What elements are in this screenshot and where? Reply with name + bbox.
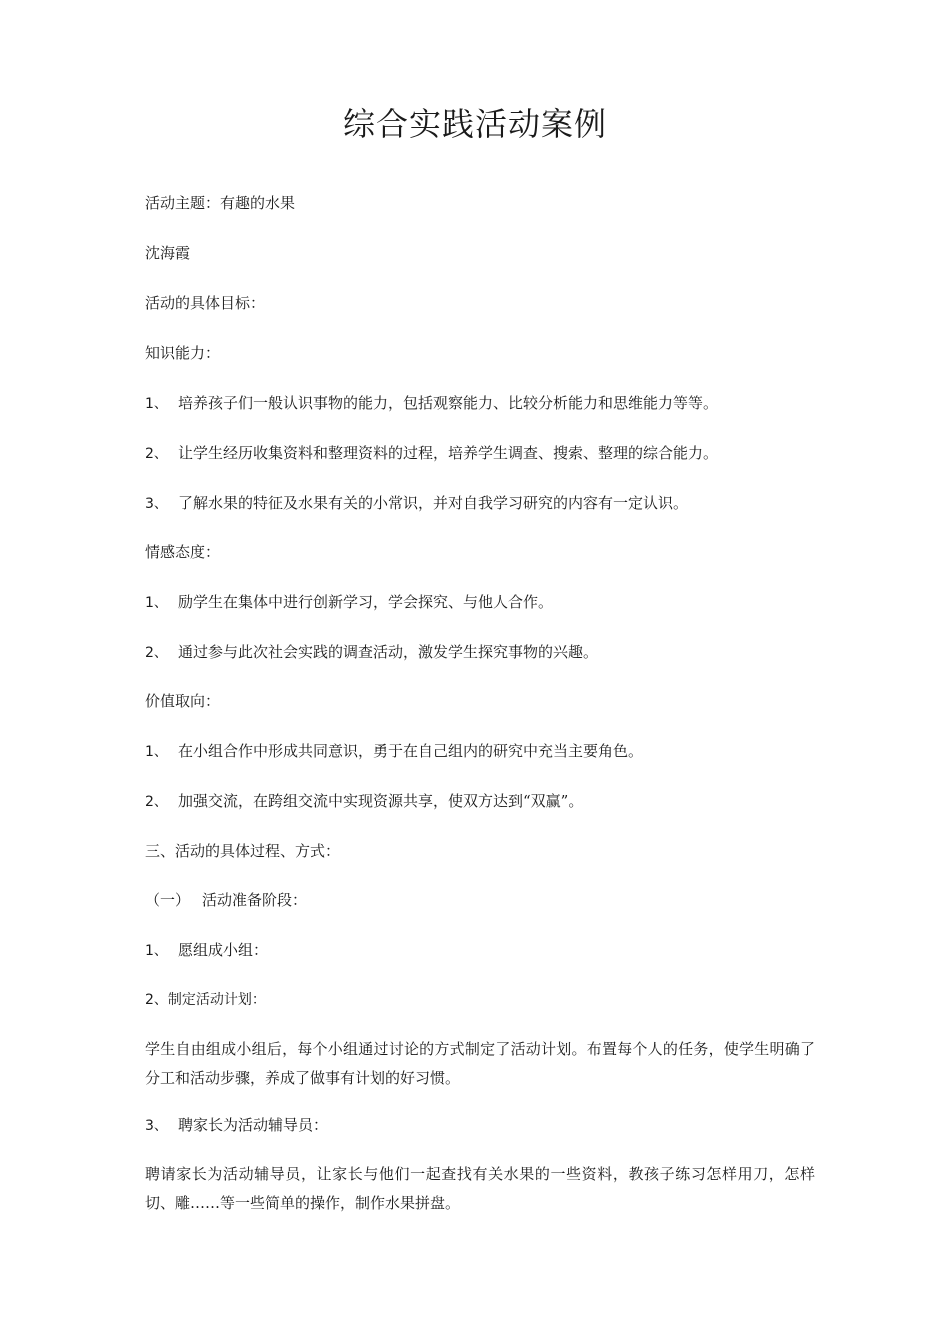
list-number: 1、	[145, 744, 168, 760]
step-2-heading: 2、制定活动计划：	[145, 992, 266, 1008]
list-number: 1、	[145, 595, 168, 611]
activity-theme: 活动主题：有趣的水果	[145, 194, 296, 212]
emotion-item-1	[145, 591, 815, 614]
step-3-paragraph: 聘请家长为活动辅导员，让家长与他们一起查找有关水果的一些资料，教孩子练习怎样用刀，怎样切、雕……等一些简单的操作，制作水果拼盘。	[145, 1165, 815, 1212]
list-item-text: 聘家长为活动辅导员：	[178, 1116, 329, 1134]
values-item-1	[145, 740, 815, 763]
list-number: 3、	[145, 496, 168, 512]
values-heading: 价值取向：	[145, 692, 221, 710]
emotion-item-2	[145, 641, 815, 664]
list-item-text: 在小组合作中形成共同意识，勇于在自己组内的研究中充当主要角色。	[178, 742, 644, 760]
list-number: 1、	[145, 396, 168, 412]
list-number: 2、	[145, 446, 168, 462]
stage-text: 活动准备阶段：	[202, 891, 308, 909]
step-3	[145, 1114, 815, 1137]
knowledge-item-1	[145, 392, 815, 415]
knowledge-item-3	[145, 492, 815, 515]
values-item-2	[145, 790, 815, 813]
list-number: 2、	[145, 645, 168, 661]
list-item-text: 培养孩子们一般认识事物的能力，包括观察能力、比较分析能力和思维能力等等。	[178, 394, 719, 412]
stage-one-heading	[145, 889, 815, 911]
author-name: 沈海霞	[145, 244, 191, 262]
stage-number: （一）	[145, 891, 191, 909]
list-item-text: 加强交流，在跨组交流中实现资源共享，使双方达到“双赢”。	[178, 792, 584, 810]
knowledge-item-2	[145, 442, 815, 465]
emotion-heading: 情感态度：	[145, 543, 221, 561]
list-item-text: 通过参与此次社会实践的调查活动，激发学生探究事物的兴趣。	[178, 643, 599, 661]
list-item-text: 让学生经历收集资料和整理资料的过程，培养学生调查、搜索、整理的综合能力。	[178, 444, 719, 462]
list-number: 3、	[145, 1118, 168, 1134]
process-heading: 三、活动的具体过程、方式：	[145, 842, 341, 860]
document-title: 综合实践活动案例	[342, 105, 607, 143]
list-number: 2、	[145, 794, 168, 810]
step-2-paragraph: 学生自由组成小组后，每个小组通过讨论的方式制定了活动计划。布置每个人的任务，使学生明确了分工和活动步骤，养成了做事有计划的好习惯。	[145, 1040, 815, 1087]
step-1	[145, 939, 815, 962]
knowledge-heading: 知识能力：	[145, 344, 221, 362]
list-item-text: 了解水果的特征及水果有关的小常识，并对自我学习研究的内容有一定认识。	[178, 494, 689, 512]
list-item-text: 愿组成小组：	[178, 941, 269, 959]
objectives-heading: 活动的具体目标：	[145, 294, 266, 312]
list-item-text: 励学生在集体中进行创新学习，学会探究、与他人合作。	[178, 593, 554, 611]
list-number: 1、	[145, 943, 168, 959]
